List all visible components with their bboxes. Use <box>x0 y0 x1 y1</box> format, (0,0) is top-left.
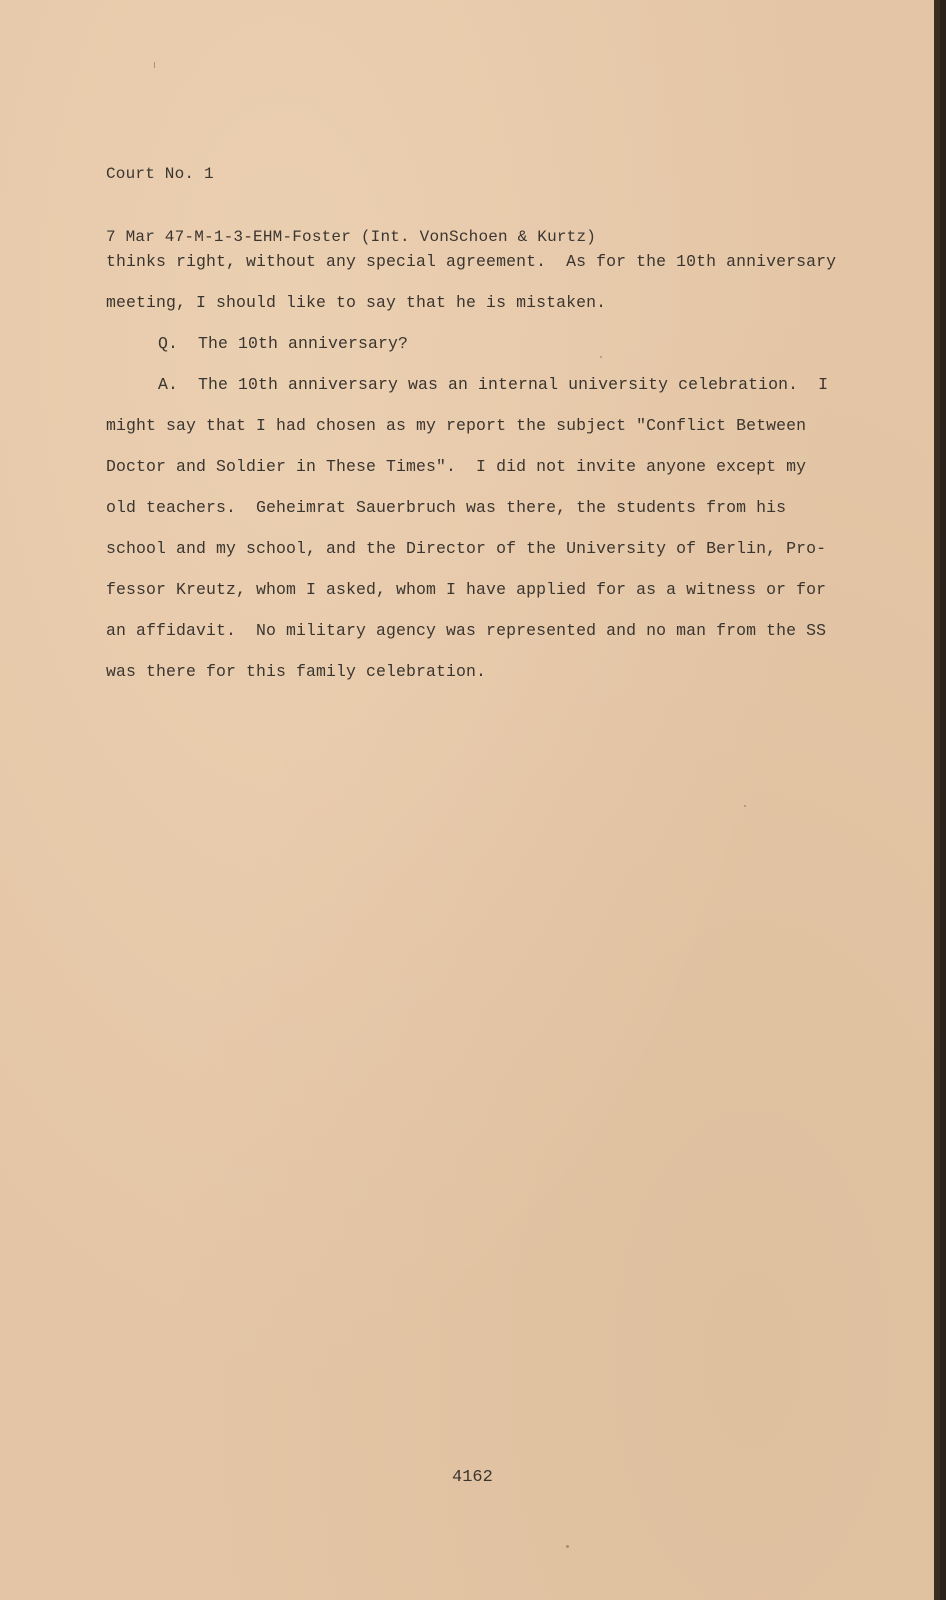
answer-line: an affidavit. No military agency was represented and no man from the SS <box>106 621 827 640</box>
answer-line: was there for this family celebration. <box>106 662 487 681</box>
answer-line: school and my school, and the Director of the University of Berlin, Pro- <box>106 539 827 558</box>
paper-speck <box>744 805 746 807</box>
answer-line: might say that I had chosen as my report the subject "Conflict Between <box>106 416 807 435</box>
court-label: Court No. 1 <box>106 165 214 183</box>
page-number: 4162 <box>452 1468 493 1487</box>
paper-speck <box>566 1545 569 1548</box>
body-line: meeting, I should like to say that he is mistaken. <box>106 293 607 312</box>
paper-speck <box>154 62 155 68</box>
answer-line: Doctor and Soldier in These Times". I did not invite anyone except my <box>106 457 807 476</box>
body-line: thinks right, without any special agreement. As for the 10th anniversary <box>106 252 837 271</box>
page-edge-shadow <box>934 0 940 1600</box>
transcript-body <box>106 241 858 692</box>
answer-line: fessor Kreutz, whom I asked, whom I have applied for as a witness or for <box>106 580 827 599</box>
question-line: Q. The 10th anniversary? <box>158 334 409 353</box>
answer-line: old teachers. Geheimrat Sauerbruch was there, the students from his <box>106 498 787 517</box>
answer-line: A. The 10th anniversary was an internal university celebration. I <box>158 375 829 394</box>
paper-speck <box>600 356 602 358</box>
session-line: 7 Mar 47-M-1-3-EHM-Foster (Int. VonSchoen & Kurtz) <box>106 228 597 246</box>
